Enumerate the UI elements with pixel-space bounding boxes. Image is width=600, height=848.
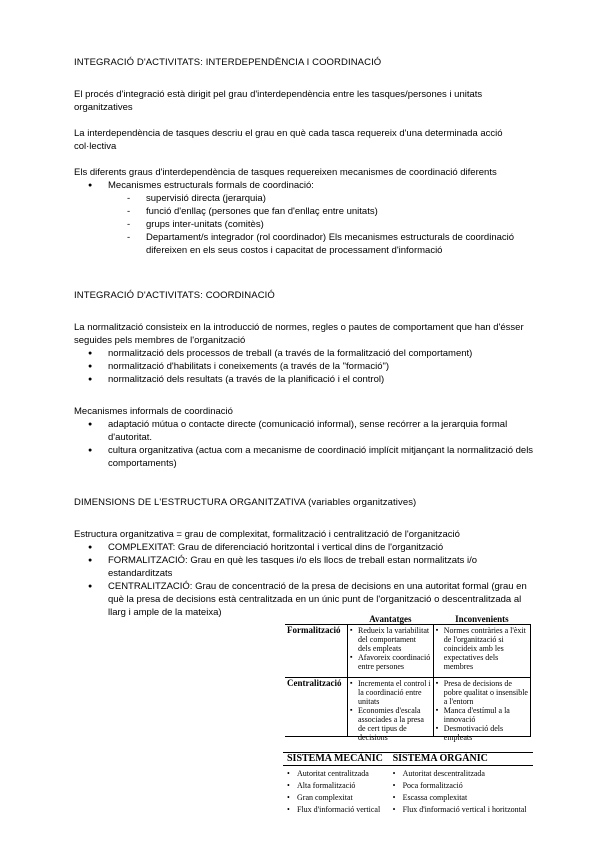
list-item: ▪ Incrementa el control i la coordinació entre unitats	[350, 679, 431, 706]
table-cell	[348, 678, 434, 742]
list-item: • Escassa complexitat	[393, 792, 529, 804]
paragraph: Els diferents graus d'interdependència de tasques requereixen mecanismes de coordinació diferents	[74, 167, 497, 178]
table-cell	[389, 766, 533, 819]
table-header: SISTEMA MECÀNIC	[283, 753, 389, 766]
list-item: ● adaptació mútua o contacte directe (comunicació informal), sense recórrer a la jerarquia formal d'autoritat.	[74, 418, 534, 444]
list-item: ● CENTRALITZACIÓ: Grau de concentració de la presa de decisions en una autoritat formal (grau en què la presa de decisions està centralitzada en un únic punt de l'organització o descentralitzada al llarg i ample de la mateixa)	[74, 580, 534, 619]
list-item: ● normalització dels processos de treball (a través de la formalització del comportament)	[74, 347, 534, 360]
list-item: • Poca formalització	[393, 780, 529, 792]
list-item: ▪ Economies d'escala associades a la presa de cert tipus de decisions	[350, 706, 431, 742]
list-item: - grups inter-unitats (comitès)	[74, 218, 534, 231]
section-title-interdependencia: INTEGRACIÓ D'ACTIVITATS: INTERDEPENDÈNCIA I COORDINACIÓ	[74, 57, 382, 68]
list-item: ▪ Manca d'estímul a la innovació	[436, 706, 528, 724]
list-item: • Alta formalització	[287, 780, 385, 792]
document-body	[74, 56, 534, 619]
sistema-mecanic-organic-table	[283, 752, 533, 818]
table-row	[285, 678, 531, 737]
bullet-list	[74, 541, 534, 619]
list-item: ● normalització d'habilitats i coneixements (a través de la "formació")	[74, 360, 534, 373]
section-title-dimensions: DIMENSIONS DE L'ESTRUCTURA ORGANITZATIVA (variables organitzatives)	[74, 497, 417, 508]
table-cell	[348, 625, 434, 678]
list-item: - funció d'enllaç (persones que fan d'enllaç entre unitats)	[74, 205, 534, 218]
row-label: Formalització	[285, 625, 348, 678]
list-item: ● COMPLEXITAT: Grau de diferenciació horitzontal i vertical dins de l'organització	[74, 541, 534, 554]
paragraph: Estructura organitzativa = grau de complexitat, formalització i centralització de l'organització	[74, 529, 460, 540]
bullet-list	[74, 418, 534, 470]
paragraph: El procés d'integració està dirigit pel grau d'interdependència entre les tasques/persones i unitats organitzatives	[74, 89, 483, 113]
list-item: • Flux d'informació vertical i horitzontal	[393, 804, 529, 816]
table-cell	[283, 766, 389, 819]
avantatges-inconvenients-table	[285, 614, 531, 742]
list-item: ▪ Desmotivació dels empleats	[436, 724, 528, 742]
list-item: ▪ Afavoreix coordinació entre persones	[350, 653, 431, 671]
list-item: • Autoritat centralitzada	[287, 768, 385, 780]
list-item: • Gran complexitat	[287, 792, 385, 804]
table-header: Avantatges	[348, 615, 434, 625]
list-item: ● FORMALITZACIÓ: Grau en què les tasques i/o els llocs de treball estan normalitzats i/o estandarditzats	[74, 554, 534, 580]
paragraph: Mecanismes informals de coordinació	[74, 406, 233, 417]
table-row	[285, 625, 531, 678]
table-header: SISTEMA ORGÀNIC	[389, 753, 533, 766]
paragraph: La interdependència de tasques descriu el grau en què cada tasca requereix d'una determinada acció col·lectiva	[74, 128, 503, 152]
table-header-row	[285, 615, 531, 625]
list-item: ● Mecanismes estructurals formals de coordinació:	[74, 179, 534, 192]
list-item: ▪ Presa de decisions de pobre qualitat o insensible a l'entorn	[436, 679, 528, 706]
section-title-coordinacio: INTEGRACIÓ D'ACTIVITATS: COORDINACIÓ	[74, 290, 275, 301]
sub-list	[74, 192, 534, 257]
table-cell	[433, 678, 530, 742]
paragraph: La normalització consisteix en la introducció de normes, regles o pautes de comportament que han d'ésser seguides pels membres de l'organització	[74, 322, 524, 346]
list-item: • Autoritat descentralitzada	[393, 768, 529, 780]
bullet-list	[74, 347, 534, 386]
list-item: - supervisió directa (jerarquia)	[74, 192, 534, 205]
list-item: • Flux d'informació vertical	[287, 804, 385, 816]
list-item: ▪ Normes contràries a l'èxit de l'organització si coincideix amb les expectatives dels membres	[436, 626, 528, 671]
table-cell	[433, 625, 530, 678]
bullet-list	[74, 179, 534, 192]
row-label: Centralització	[285, 678, 348, 737]
list-item: - Departament/s integrador (rol coordinador) Els mecanismes estructurals de coordinació difereixen en els seus costos i capacitat de processament d'informació	[74, 231, 534, 257]
table-header-row	[283, 753, 533, 766]
list-item: ● cultura organitzativa (actua com a mecanisme de coordinació implícit mitjançant la normalització dels comportaments)	[74, 444, 534, 470]
table-header	[285, 615, 348, 625]
table-row	[283, 766, 533, 819]
list-item: ● normalització dels resultats (a través de la planificació i el control)	[74, 373, 534, 386]
table-header: Inconvenients	[433, 615, 530, 625]
list-item: ▪ Redueix la variabilitat del comportament dels empleats	[350, 626, 431, 653]
